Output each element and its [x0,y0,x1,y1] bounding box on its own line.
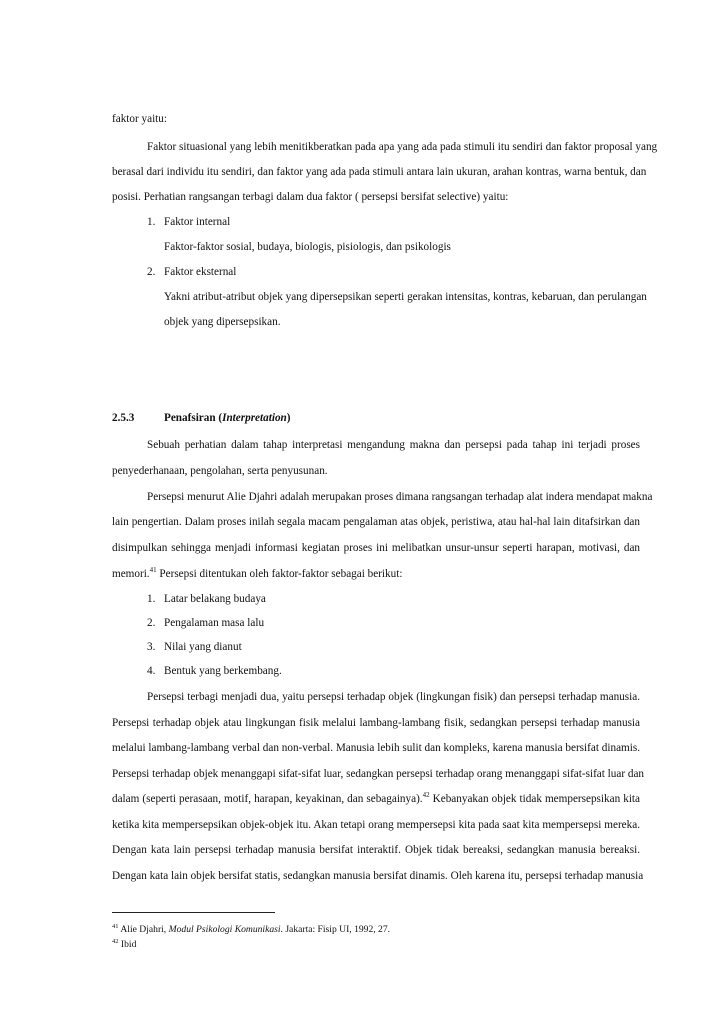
list-number: 3. [147,641,156,653]
section-title: Penafsiran (Interpretation) [164,412,291,424]
footnote-ref[interactable]: 42 [422,791,430,799]
list-number: 4. [147,665,156,677]
paragraph-line: Sebuah perhatian dalam tahap interpretasi mengandung makna dan persepsi pada tahap ini terjadi proses [147,439,640,451]
paragraph-line: Persepsi terbagi menjadi dua, yaitu persepsi terhadap objek (lingkungan fisik) dan persepsi terhadap manusia. [147,691,640,703]
section-number: 2.5.3 [112,412,135,424]
paragraph-line: melalui lambang-lambang verbal dan non-verbal. Manusia lebih sulit dan kompleks, karena manusia bersifat dinamis. [112,742,640,754]
list-item-title: Faktor eksternal [164,266,237,278]
list-item: Nilai yang dianut [164,641,242,653]
paragraph-line: disimpulkan sehingga menjadi informasi kegiatan proses ini melibatkan unsur-unsur seperti harapan, motivasi, dan [112,542,640,554]
paragraph-line: Faktor situasional yang lebih menitikberatkan pada apa yang ada pada stimuli itu sendiri dan faktor proposal yang [147,141,658,153]
paragraph-line: Dengan kata lain objek bersifat statis, sedangkan manusia bersifat dinamis. Oleh karena itu, persepsi terhadap manusia [112,870,644,882]
list-item: Bentuk yang berkembang. [164,665,282,677]
paragraph-line: dalam (seperti perasaan, motif, harapan, keyakinan, dan sebagainya).$^{42}$ Kebanyakan objek tidak mempersepsikan kita [112,791,641,805]
list-item-title: Faktor internal [164,216,231,228]
list-item: Latar belakang budaya [164,593,266,605]
footnote-41: $^{41}$ Alie Djahri, Modul Psikologi Komunikasi. Jakarta: Fisip UI, 1992, 27. [112,923,391,935]
list-item-description: Yakni atribut-atribut objek yang dipersepsikan seperti gerakan intensitas, kontras, kebaruan, dan perulangan [164,291,647,303]
footnote-42: $^{42}$ Ibid [112,938,137,950]
footnote-ref[interactable]: 41 [149,566,157,574]
list-number: 2. [147,617,156,629]
list-item-description: objek yang dipersepsikan. [164,316,281,328]
paragraph-text: posisi. Perhatian rangsangan terbagi dalam dua faktor ( persepsi bersifat selective) yaitu: [112,191,509,203]
list-number: 1. [147,593,156,605]
intro-lead: faktor yaitu: [112,113,167,125]
paragraph-line: lain pengertian. Dalam proses inilah segala macam pengalaman atas objek, peristiwa, atau hal-hal lain ditafsirkan dan [112,516,640,528]
paragraph-line: Dengan kata lain persepsi terhadap manusia bersifat interaktif. Objek tidak bereaksi, sedangkan manusia bereaksi. [112,844,640,856]
paragraph-line: Persepsi terhadap objek menanggapi sifat-sifat luar, sedangkan persepsi terhadap orang menanggapi sifat-sifat luar dan [112,768,645,780]
paragraph-line: ketika kita mempersepsikan objek-objek itu. Akan tetapi orang mempersepsi kita pada saat kita mempersepsi mereka. [112,819,640,831]
paragraph-line: Persepsi terhadap objek atau lingkungan fisik melalui lambang-lambang fisik, sedangkan persepsi terhadap manusia [112,717,640,729]
paragraph-line [112,190,508,204]
list-number: 2. [147,266,156,278]
paragraph-line: penyederhanaan, pengolahan, serta penyusunan. [112,465,328,477]
paragraph-line: memori.$^{41}$ Persepsi ditentukan oleh faktor-faktor sebagai berikut: [112,566,403,580]
list-item-description: Faktor-faktor sosial, budaya, biologis, pisiologis, dan psikologis [164,241,451,253]
paragraph-line: berasal dari individu itu sendiri, dan faktor yang ada pada stimuli antara lain ukuran, arahan kontras, warna bentuk, dan [112,166,647,178]
paragraph-line: Persepsi menurut Alie Djahri adalah merupakan proses dimana rangsangan terhadap alat indera mendapat makna [147,491,653,503]
list-item: Pengalaman masa lalu [164,617,265,629]
list-number: 1. [147,216,156,228]
footnote-divider [112,912,275,913]
